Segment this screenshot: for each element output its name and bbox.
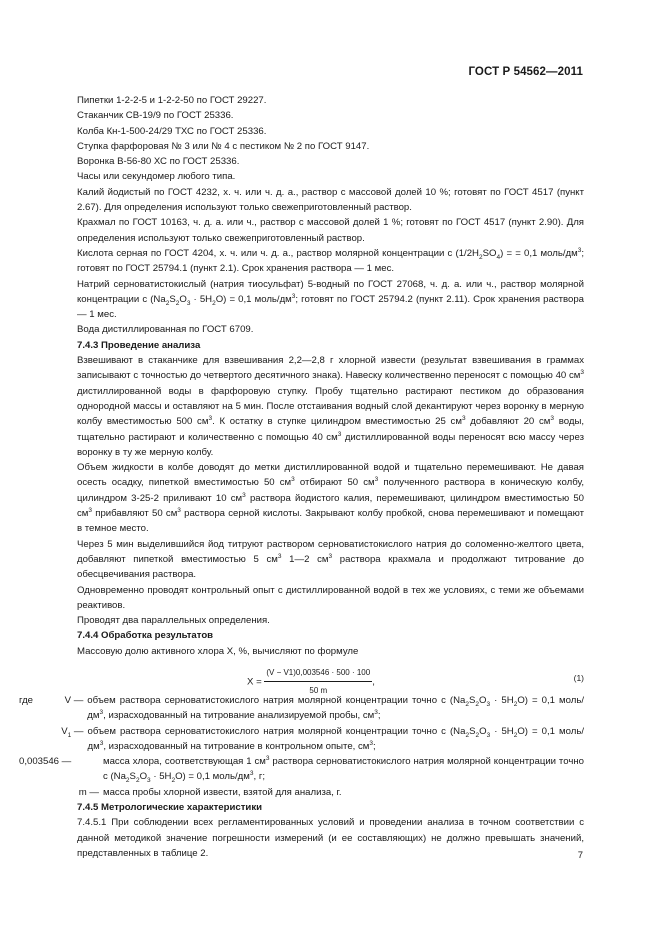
where-label: 0,003546 — (19, 756, 72, 768)
where-word: где (19, 694, 34, 706)
where-label: $V_1$ — (61, 725, 84, 739)
section-heading-7-4-4: 7.4.4 Обработка результатов (77, 630, 214, 642)
list-item: Часы или секундомер любого типа. (77, 171, 236, 183)
where-text: масса пробы хлорной извести, взятой для анализа, г. (103, 786, 342, 798)
equation-number: (1) (573, 672, 584, 683)
reagent-potassium-iodide: Калий йодистый по ГОСТ 4232, х. ч. или ч. д. а., раствор с массовой долей 10 %; готовят по ГОСТ 4517 (пункт 2.67). Для определения используют только свежеприготовленный раствор. (77, 186, 584, 214)
standard-header: ГОСТ Р 54562—2011 (468, 66, 583, 78)
paragraph: Объем жидкости в колбе доводят до метки дистиллированной водой и тщательно перемешивают. Не давая осесть осадку, пипеткой вместимостью 50 $см^3$ отбирают 50 $см^3$ полученного раствора в коническую колбу, цилиндром 3-25-2 приливают 10 $см^3$ раствора йодистого калия, перемешивают, цилиндром вместимостью 50 $см^3$ прибавляют 50 $см^3$ раствора серной кислоты. Закрывают колбу пробкой, снова перемешивают и помещают в темное место. (77, 462, 585, 535)
formula-numerator: (V − V1)0,003546 · 500 · 100 (264, 665, 372, 682)
page-number: 7 (577, 850, 583, 861)
section-heading-7-4-3: 7.4.3 Проведение анализа (77, 339, 201, 351)
reagent-sulfuric-acid: Кислота серная по ГОСТ 4204, х. ч. или ч. д. а., раствор молярной концентрации c $(1/2H_2SO_4)$ = = 0,1 моль/$дм^3$; готовят по ГОСТ 25794.1 (пункт 2.1). Срок хранения раствора — 1 мес. (77, 246, 584, 275)
list-item: Стаканчик СВ-19/9 по ГОСТ 25336. (77, 110, 234, 122)
list-item: Пипетки 1-2-2-5 и 1-2-2-50 по ГОСТ 29227. (77, 95, 267, 106)
paragraph: Проводят два параллельных определения. (77, 615, 270, 627)
list-item: Колба Кн-1-500-24/29 ТХС по ГОСТ 25336. (77, 125, 267, 137)
paragraph: Взвешивают в стаканчике для взвешивания 2,2—2,8 г хлорной извести (результат взвешивания в граммах записывают с точностью до четвертого десятичного знака). Навеску количественно переносят с помощью 40 $см^3$ дистиллированной воды в фарфоровую ступку. Пробу тщательно растирают пестиком до образования однородной массы и оставляют на 5 мин. После отстаивания водный слой декантируют через воронку в мерную колбу вместимостью 500 $см^3$. К остатку в ступке цилиндром вместимостью 25 $см^3$ добавляют 20 $см^3$ воды, тщательно растирают и количественно с помощью 40 $см^3$ дистиллированной воды переносят всю массу через воронку в ту же мерную колбу. (77, 355, 585, 458)
document-body (19, 93, 585, 861)
paragraph: Через 5 мин выделившийся йод титруют раствором серноватистокислого натрия до соломенно-желтого цвета, добавляют пипеткой вместимостью 5 $см^3$ 1—2 $см^3$ раствора крахмала и продолжают титрование до обесцвечивания раствора. (77, 538, 584, 581)
where-text: объем раствора серноватистокислого натрия молярной концентрации точно c $(Na_2S_2O_3 \cdot 5H_2O) = 0,1$ моль/$дм^3$, израсходованный на титрование анализируемой пробы, $см^3$; (87, 694, 585, 722)
where-item-v (19, 693, 584, 724)
reagent-starch: Крахмал по ГОСТ 10163, ч. д. а. или ч., раствор с массовой долей 1 %; готовят по ГОСТ 4517 (пункт 2.90). Для определения используют только свежеприготовленный раствор. (77, 217, 584, 244)
where-text: масса хлора, соответствующая 1 $см^3$ раствора серноватистокислого натрия молярной концентрации точно c $(Na_2S_2O_3 \cdot 5H_2O) = 0,1$ моль/$дм^3$, г; (103, 754, 584, 785)
paragraph: Одновременно проводят контрольный опыт с дистиллированной водой в тех же условиях, с теми же объемами реактивов. (77, 584, 584, 611)
list-item: Ступка фарфоровая № 3 или № 4 с пестиком № 2 по ГОСТ 9147. (77, 140, 370, 152)
where-list (19, 693, 584, 800)
reagent-distilled-water: Вода дистиллированная по ГОСТ 6709. (77, 324, 254, 336)
formula-denominator: 50 m (309, 686, 328, 696)
section-heading-7-4-5: 7.4.5 Метрологические характеристики (77, 802, 263, 814)
where-item-v1 (19, 724, 584, 755)
where-text: объем раствора серноватистокислого натрия молярной концентрации точно c $(Na_2S_2O_3 \cdot 5H_2O) = 0,1$ моль/$дм^3$, израсходованный на титрование в контрольном опыте, $см^3$; (87, 725, 584, 752)
list-item: Воронка В-56-80 ХС по ГОСТ 25336. (77, 156, 240, 168)
where-item-m (19, 785, 584, 800)
formula-end: , (372, 676, 375, 688)
formula-lhs: X = (247, 676, 262, 688)
formula-intro: Массовую долю активного хлора X, %, вычисляют по формуле (77, 645, 359, 657)
formula-block (77, 659, 584, 696)
where-label: V — (64, 694, 84, 706)
reagent-sodium-thiosulfate: Натрий серноватистокислый (натрия тиосульфат) 5-водный по ГОСТ 27068, ч. д. а. или ч., раствор молярной концентрации c $(Na_2S_2O_3 \cdot 5H_2O) = 0,1$ моль/$дм^3$; готовят по ГОСТ 25794.2 (пункт 2.11). Срок хранения раствора — 1 мес. (77, 278, 584, 321)
where-label: m — (78, 786, 99, 798)
paragraph: 7.4.5.1 При соблюдении всех регламентированных условий и проведении анализа в точном соответствии с данной методикой значение погрешности измерений (и ее составляющих) не должно превышать значений, представленных в таблице 2. (77, 817, 584, 859)
where-item-constant (19, 754, 584, 785)
